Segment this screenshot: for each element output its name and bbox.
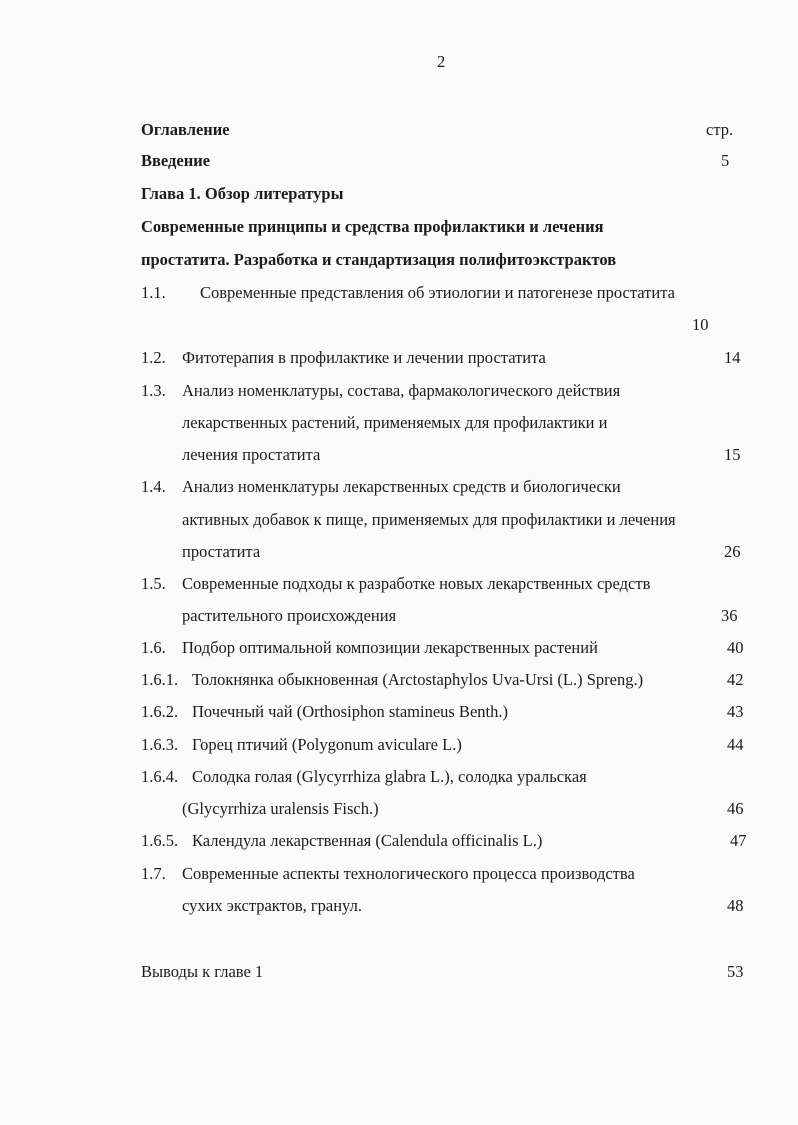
entry-title-line: Подбор оптимальной композиции лекарственных растений [182,638,598,657]
entry-page: 10 [692,315,709,334]
entry-number: 1.7. [141,864,166,883]
entry-page: 14 [724,348,741,367]
entry-page: 46 [727,799,744,818]
entry-number: 1.6.5. [141,831,179,850]
entry-page: 44 [727,735,744,754]
entry-title-line: Анализ номенклатуры лекарственных средств и биологически [182,477,621,496]
entry-number: 1.6.2. [141,702,179,721]
entry-title-line: простатита [182,542,261,561]
entry-number: 1.1. [141,283,166,302]
entry-title-line: Толокнянка обыкновенная (Arctostaphylos Uva-Ursi (L.) Spreng.) [192,670,644,689]
entry-page: 42 [727,670,744,689]
entry-number: 1.6.3. [141,735,179,754]
entry-title-line: Солодка голая (Glycyrrhiza glabra L.), солодка уральская [192,767,587,786]
chapter-title: Глава 1. Обзор литературы [141,184,344,203]
entry-page: 47 [730,831,747,850]
entry-title-line: активных добавок к пище, применяемых для профилактики и лечения [182,510,676,529]
entry-page: 26 [724,542,741,561]
intro-label: Введение [141,151,211,170]
entry-number: 1.2. [141,348,166,367]
entry-title-line: Современные представления об этиологии и патогенезе простатита [200,283,675,302]
entry-title-line: Фитотерапия в профилактике и лечении простатита [182,348,546,367]
entry-page: 36 [721,606,738,625]
entry-page: 15 [724,445,741,464]
entry-number: 1.6.1. [141,670,179,689]
entry-number: 1.6. [141,638,166,657]
entry-number: 1.6.4. [141,767,179,786]
entry-page: 40 [727,638,744,657]
entry-number: 1.5. [141,574,166,593]
entry-title-line: сухих экстрактов, гранул. [182,896,362,915]
entry-number: 1.4. [141,477,166,496]
chapter-subtitle-line-2: простатита. Разработка и стандартизация полифитоэкстрактов [141,250,617,269]
entry-title-line: Почечный чай (Orthosiphon stamineus Benth.) [192,702,508,721]
entry-page: 48 [727,896,744,915]
entry-title-line: Горец птичий (Polygonum aviculare L.) [192,735,462,754]
entry-title-line: растительного происхождения [182,606,397,625]
entry-title-line: лечения простатита [182,445,321,464]
entry-title-line: Современные подходы к разработке новых лекарственных средств [182,574,651,593]
entry-page: 43 [727,702,744,721]
page-number: 2 [437,52,446,71]
entry-title-line: Анализ номенклатуры, состава, фармакологического действия [182,381,621,400]
intro-page: 5 [721,151,730,170]
chapter-subtitle-line-1: Современные принципы и средства профилактики и лечения [141,217,604,236]
entry-number: 1.3. [141,381,166,400]
entry-title-line: (Glycyrrhiza uralensis Fisch.) [182,799,379,818]
entry-title-line: Современные аспекты технологического процесса производства [182,864,635,883]
conclusion-page: 53 [727,962,744,981]
page-column-label: стр. [706,120,734,139]
toc-title: Оглавление [141,120,230,139]
conclusion-label: Выводы к главе 1 [141,962,264,981]
entry-title-line: Календула лекарственная (Calendula officinalis L.) [192,831,543,850]
entry-title-line: лекарственных растений, применяемых для профилактики и [182,413,608,432]
